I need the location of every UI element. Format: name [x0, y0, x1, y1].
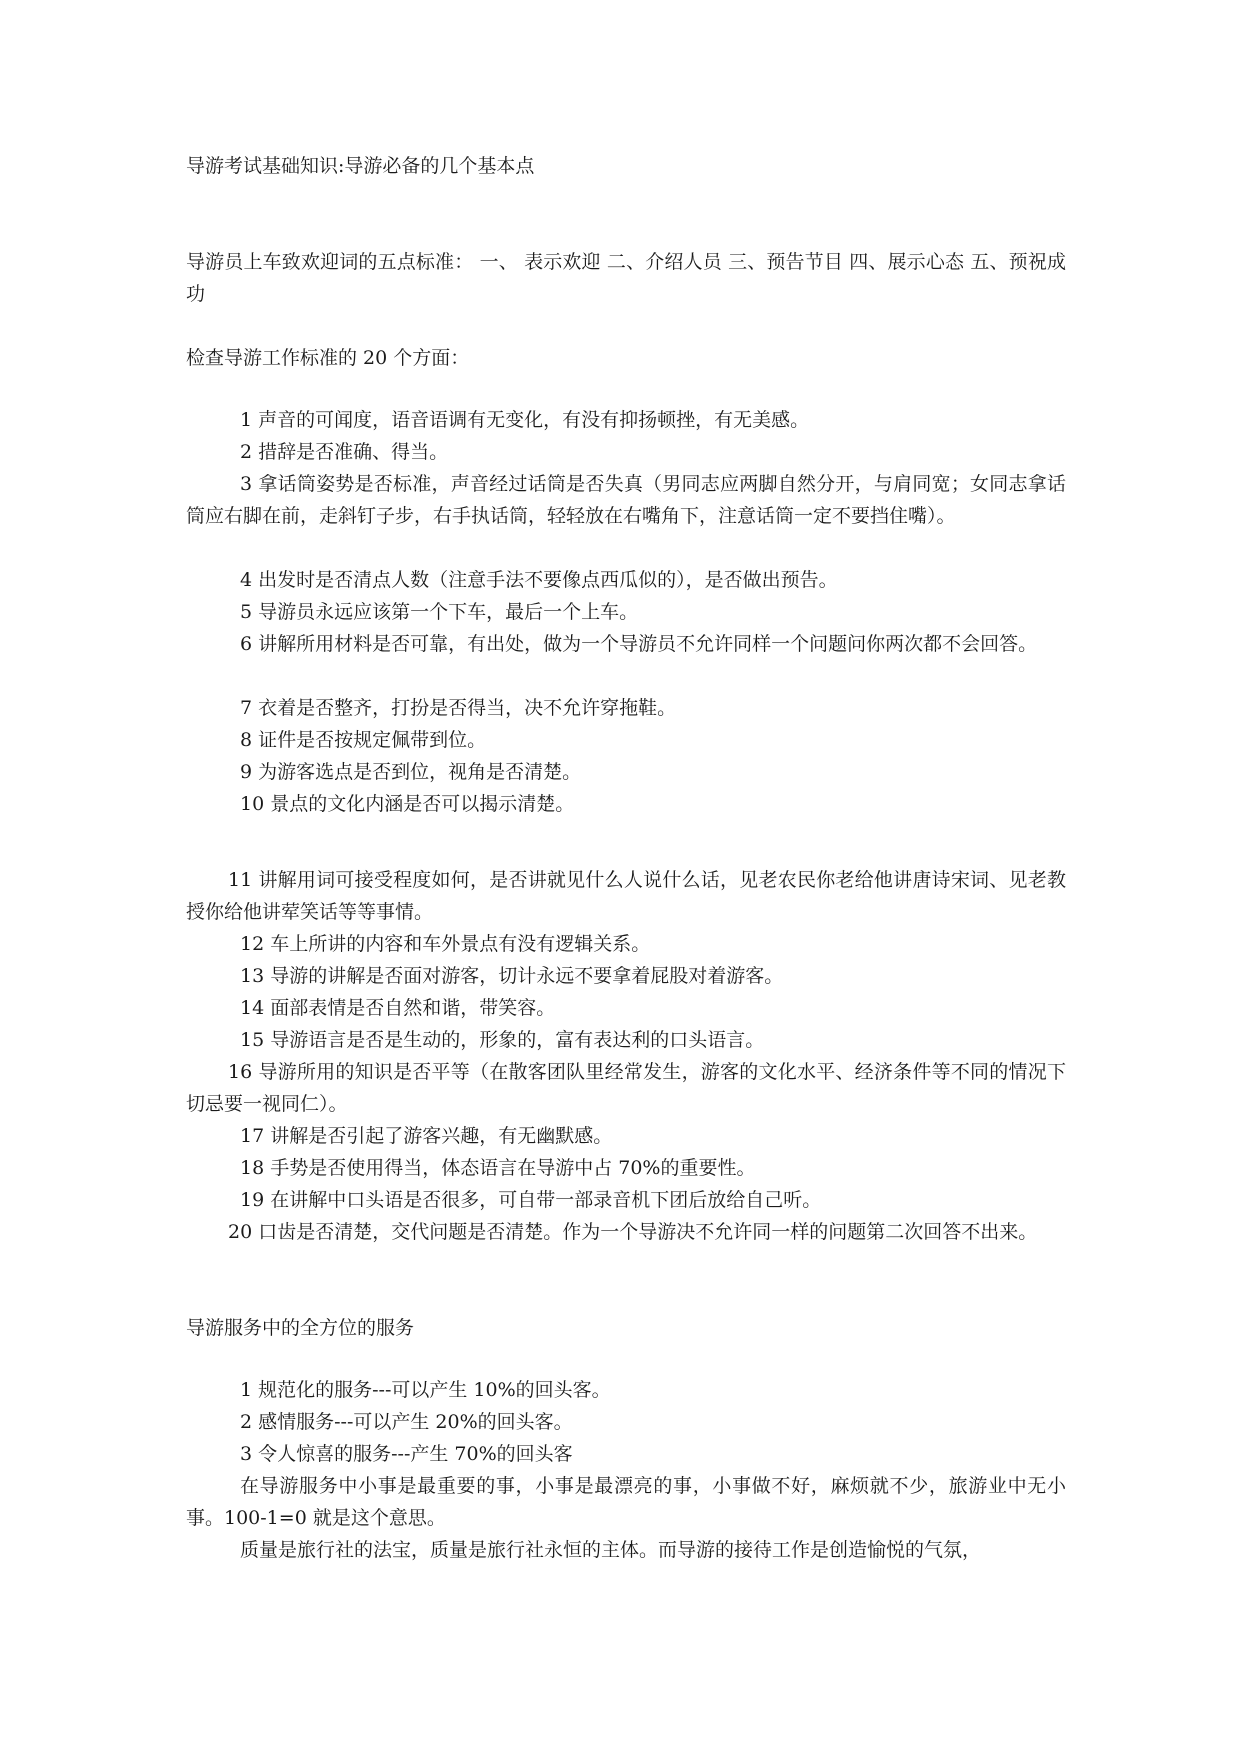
list-item: 9 为游客选点是否到位，视角是否清楚。: [240, 761, 582, 783]
list-item: 19 在讲解中口头语是否很多，可自带一部录音机下团后放给自己听。: [240, 1189, 822, 1211]
list-item: 12 车上所讲的内容和车外景点有没有逻辑关系。: [240, 933, 651, 955]
list-item: 18 手势是否使用得当，体态语言在导游中占 70%的重要性。: [240, 1157, 756, 1179]
list-item: 14 面部表情是否自然和谐，带笑容。: [240, 997, 556, 1019]
list-item: 2 措辞是否准确、得当。: [240, 441, 449, 463]
list-item: 1 声音的可闻度，语音语调有无变化，有没有抑扬顿挫，有无美感。: [240, 409, 810, 431]
list-item: 8 证件是否按规定佩带到位。: [240, 729, 487, 751]
list-item: 17 讲解是否引起了游客兴趣，有无幽默感。: [240, 1125, 613, 1147]
welcome-standards: 导游员上车致欢迎词的五点标准： 一、 表示欢迎 二、介绍人员 三、预告节目 四、展示心态 五、预祝成功: [186, 251, 1066, 305]
list-item: 7 衣着是否整齐，打扮是否得当，决不允许穿拖鞋。: [240, 697, 677, 719]
list-item: 11 讲解用词可接受程度如何，是否讲就见什么人说什么话，见老农民你老给他讲唐诗宋词、见老教授你给他讲荤笑话等等事情。: [186, 869, 1066, 923]
list-item: 10 景点的文化内涵是否可以揭示清楚。: [240, 793, 575, 815]
list-item: 5 导游员永远应该第一个下车，最后一个上车。: [240, 601, 639, 623]
body-paragraph: 在导游服务中小事是最重要的事，小事是最漂亮的事，小事做不好，麻烦就不少，旅游业中无小事。100-1=0 就是这个意思。: [186, 1475, 1066, 1529]
service-item: 2 感情服务---可以产生 20%的回头客。: [240, 1411, 573, 1433]
list-item: 16 导游所用的知识是否平等（在散客团队里经常发生，游客的文化水平、经济条件等不同的情况下切忌要一视同仁）。: [186, 1061, 1066, 1115]
document-title: 导游考试基础知识:导游必备的几个基本点: [186, 155, 535, 177]
list-item: 3 拿话筒姿势是否标准，声音经过话筒是否失真（男同志应两脚自然分开，与肩同宽；女同志拿话筒应右脚在前，走斜钉子步，右手执话筒，轻轻放在右嘴角下，注意话筒一定不要挡住嘴）。: [186, 473, 1066, 527]
section-heading-standards: 检查导游工作标准的 20 个方面：: [186, 347, 470, 369]
body-paragraph: 质量是旅行社的法宝，质量是旅行社永恒的主体。而导游的接待工作是创造愉悦的气氛，: [240, 1539, 982, 1561]
section-heading-services: 导游服务中的全方位的服务: [186, 1317, 415, 1339]
list-item: 4 出发时是否清点人数（注意手法不要像点西瓜似的），是否做出预告。: [240, 569, 838, 591]
service-item: 1 规范化的服务---可以产生 10%的回头客。: [240, 1379, 611, 1401]
list-item: 13 导游的讲解是否面对游客，切计永远不要拿着屁股对着游客。: [240, 965, 784, 987]
list-item: 15 导游语言是否是生动的，形象的，富有表达利的口头语言。: [240, 1029, 765, 1051]
service-item: 3 令人惊喜的服务---产生 70%的回头客: [240, 1443, 573, 1465]
list-item: 6 讲解所用材料是否可靠，有出处，做为一个导游员不允许同样一个问题问你两次都不会回答。: [240, 633, 1038, 655]
list-item: 20 口齿是否清楚，交代问题是否清楚。作为一个导游决不允许同一样的问题第二次回答不出来。: [228, 1221, 1038, 1243]
